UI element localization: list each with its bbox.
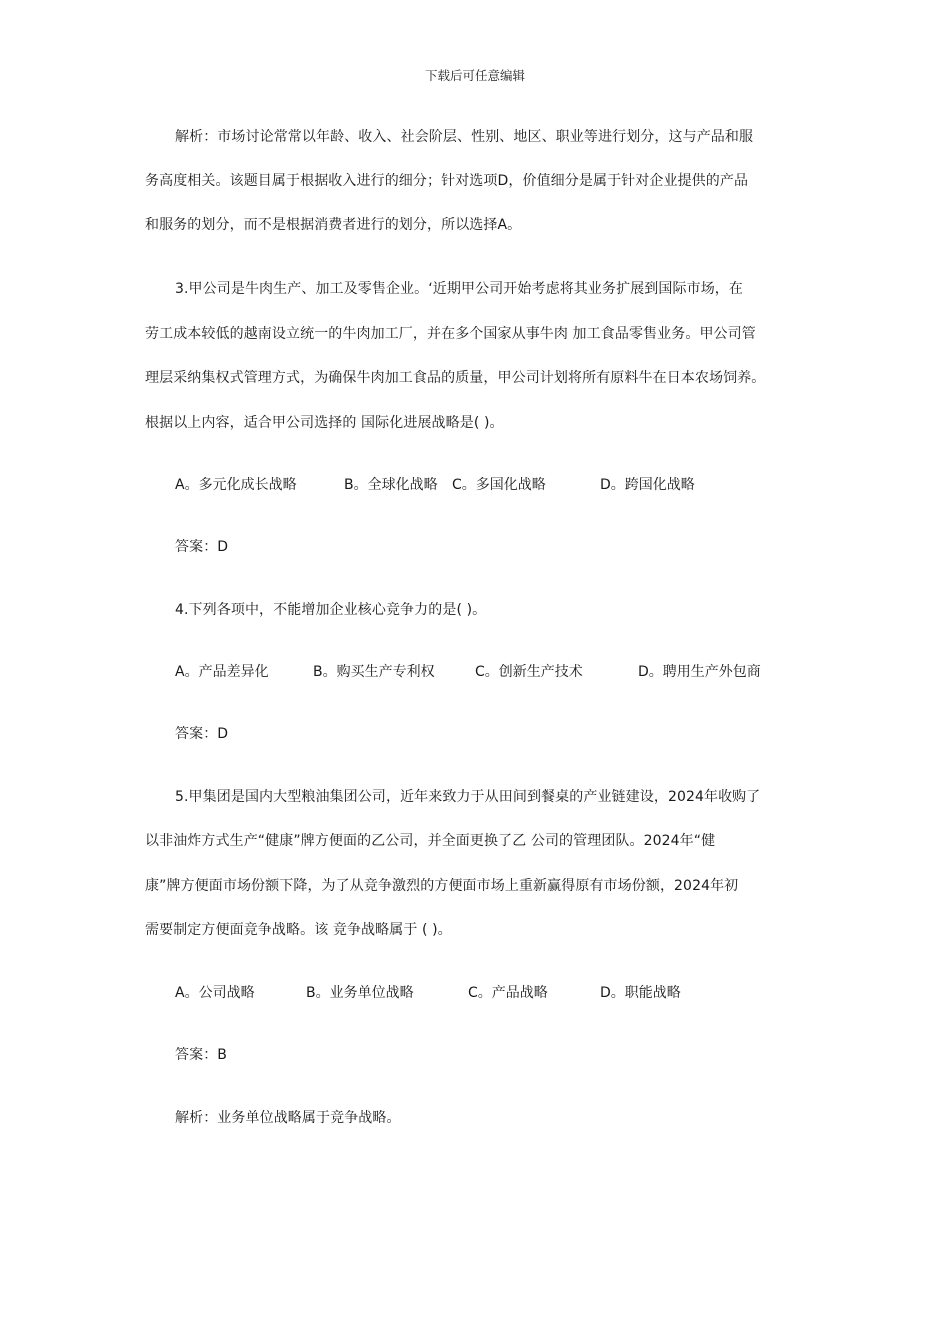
analysis-line-1: 解析：市场讨论常常以年龄、收入、社会阶层、性别、地区、职业等进行划分，这与产品和服 xyxy=(175,129,754,145)
option-c: C。创新生产技术 xyxy=(475,664,583,680)
question-5-line-1: 5.甲集团是国内大型粮油集团公司，近年来致力于从田间到餐桌的产业链建设，2024年收购了 xyxy=(175,789,761,805)
question-5-analysis: 解析：业务单位战略属于竞争战略。 xyxy=(175,1110,401,1126)
question-4-answer: 答案：D xyxy=(175,726,229,742)
option-a: A。公司战略 xyxy=(175,985,255,1001)
option-d: D。聘用生产外包商 xyxy=(638,664,761,680)
option-d: D。职能战略 xyxy=(600,985,681,1001)
option-a: A。多元化成长战略 xyxy=(175,477,297,493)
option-b: B。购买生产专利权 xyxy=(313,664,435,680)
question-5-line-2: 以非油炸方式生产“健康”牌方便面的乙公司，并全面更换了乙 公司的管理团队。2024年“健 xyxy=(145,833,716,849)
question-5-line-3: 康”牌方便面市场份额下降，为了从竞争激烈的方便面市场上重新赢得原有市场份额，2024年初 xyxy=(145,878,739,894)
option-c: C。产品战略 xyxy=(468,985,548,1001)
option-b: B。业务单位战略 xyxy=(306,985,414,1001)
question-3-line-2: 劳工成本较低的越南设立统一的牛肉加工厂，并在多个国家从事牛肉 加工食品零售业务。甲公司管 xyxy=(145,326,756,342)
analysis-line-3: 和服务的划分，而不是根据消费者进行的划分，所以选择A。 xyxy=(145,217,522,233)
question-3-answer: 答案：D xyxy=(175,539,229,555)
question-5-line-4: 需要制定方便面竞争战略。该 竞争战略属于 ( )。 xyxy=(145,922,452,938)
question-3-line-3: 理层采纳集权式管理方式，为确保牛肉加工食品的质量，甲公司计划将所有原料牛在日本农场饲养。 xyxy=(145,370,766,386)
option-a: A。产品差异化 xyxy=(175,664,269,680)
analysis-line-2: 务高度相关。该题目属于根据收入进行的细分；针对选项D，价值细分是属于针对企业提供的产品 xyxy=(145,173,749,189)
option-b: B。全球化战略 xyxy=(344,477,438,493)
question-3-line-1: 3.甲公司是牛肉生产、加工及零售企业。‘近期甲公司开始考虑将其业务扩展到国际市场，在 xyxy=(175,281,744,297)
option-d: D。跨国化战略 xyxy=(600,477,695,493)
option-c: C。多国化战略 xyxy=(452,477,546,493)
page-header: 下载后可任意编辑 xyxy=(424,68,525,83)
question-5-answer: 答案：B xyxy=(175,1047,228,1063)
question-3-line-4: 根据以上内容，适合甲公司选择的 国际化进展战略是( )。 xyxy=(145,415,504,431)
question-4-text: 4.下列各项中，不能增加企业核心竞争力的是( )。 xyxy=(175,602,487,618)
